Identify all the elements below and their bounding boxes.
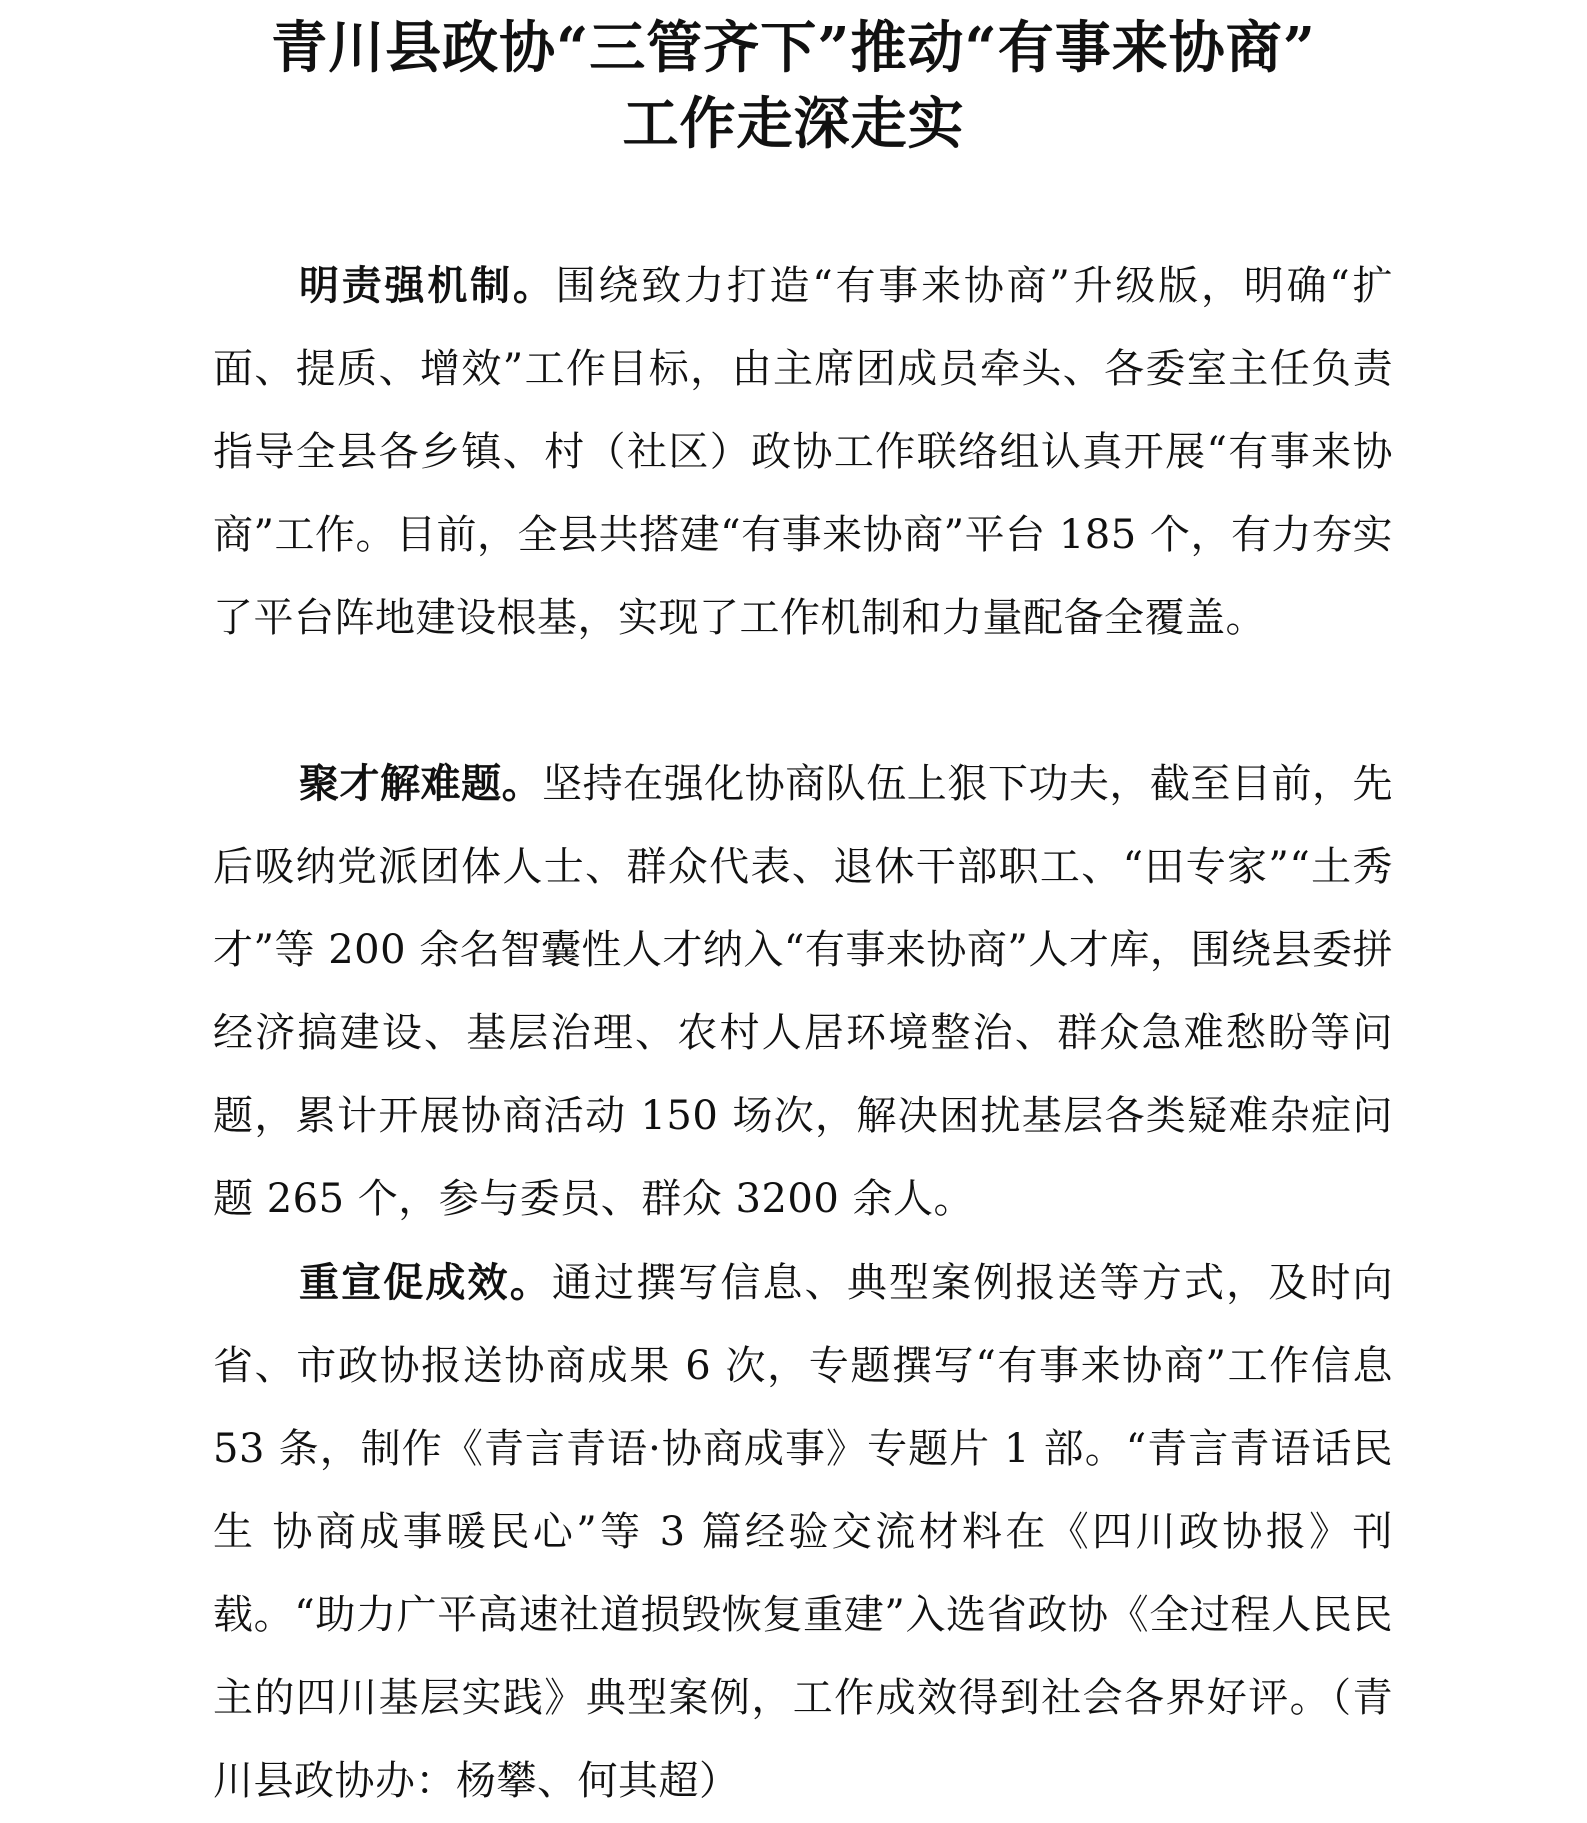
paragraph-3-body: 通过撰写信息、典型案例报送等方式，及时向省、市政协报送协商成果 6 次，专题撰写“有事来协商”工作信息 53 条，制作《青言青语·协商成事》专题片 1 部。“青言青语话民生 协商成事暖民心”等 3 篇经验交流材料在《四川政协报》刊载。“助力广平高速社道损毁恢复重建”入选省政协《全过程人民民主的四川基层实践》典型案例，工作成效得到社会各界好评。（青川县政协办：杨攀、何其超） [213, 1260, 1394, 1804]
paragraph-2-lead: 聚才解难题。 [299, 760, 543, 807]
article-title-line-2: 工作走深走实 [622, 91, 965, 157]
paragraph-1 [213, 244, 1393, 660]
paragraph-3 [213, 1241, 1393, 1823]
paragraph-1-lead: 明责强机制。 [299, 262, 556, 309]
article-title-line-1: 青川县政协“三管齐下”推动“有事来协商” [271, 15, 1316, 81]
paragraph-3-lead: 重宣促成效。 [299, 1259, 552, 1306]
paragraph-1-body: 围绕致力打造“有事来协商”升级版，明确“扩面、提质、增效”工作目标，由主席团成员牵头、各委室主任负责指导全县各乡镇、村（社区）政协工作联络组认真开展“有事来协商”工作。目前，全县共搭建“有事来协商”平台 185 个，有力夯实了平台阵地建设根基，实现了工作机制和力量配备全覆盖。 [213, 263, 1393, 641]
paragraph-2 [213, 742, 1393, 1241]
paragraph-2-body: 坚持在强化协商队伍上狠下功夫，截至目前，先后吸纳党派团体人士、群众代表、退休干部职工、“田专家”“土秀才”等 200 余名智囊性人才纳入“有事来协商”人才库，围绕县委拼经济搞建设、基层治理、农村人居环境整治、群众急难愁盼等问题，累计开展协商活动 150 场次，解决困扰基层各类疑难杂症问题 265 个，参与委员、群众 3200 余人。 [213, 761, 1394, 1222]
